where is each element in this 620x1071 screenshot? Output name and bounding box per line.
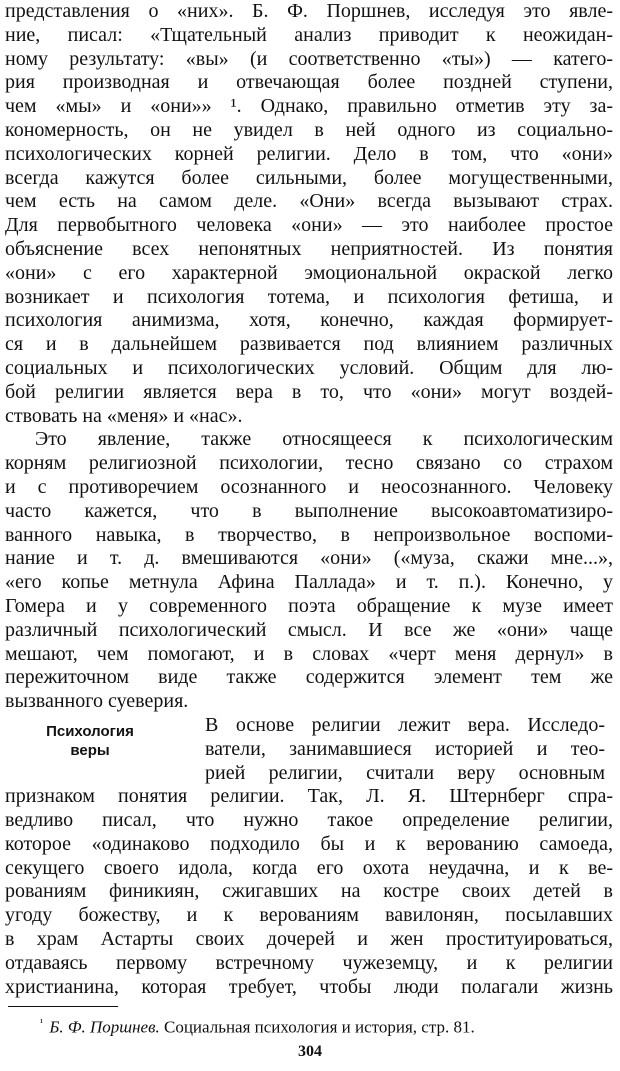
paragraph-1 [5,0,613,428]
text-line: объяснение всех непонятных неприятностей. Из понятия [5,237,613,260]
footnote-mark: ¹ [40,1017,44,1029]
text-line: ведливо писал, что нужно такое определение религии, [5,809,613,832]
text-line: кономерность, он не увидел в ней одного из социально- [5,118,613,141]
text-line: угоду божеству, и к верованиям вавилонян, посылавших [5,904,613,927]
text-line: психологических корней религии. Дело в том, что «они» [5,142,613,165]
footnote-author: Б. Ф. Поршнев. [49,1017,160,1037]
text-line: чем есть на самом деле. «Они» всегда вызывают страх. [5,190,613,213]
text-line: Это явление, также относящееся к психологическим [35,428,613,451]
text-line: бой религии является вера в то, что «они» могут воздей- [5,380,613,403]
text-line: Гомера и у современного поэта обращение к музе имеет [5,594,613,617]
text-line: признаком понятия религии. Так, Л. Я. Штернберг спра- [5,785,613,808]
text-line: ствовать на «меня» и «нас». [5,404,243,427]
text-line: чем «мы» и «они»» ¹. Однако, правильно отметив эту за- [5,95,613,118]
text-line: секущего своего идола, когда его охота неудачна, и к ве- [5,856,613,879]
text-line: представления о «них». Б. Ф. Поршнев, исследуя это явле- [5,0,613,22]
text-line: всегда кажутся более сильными, более могущественными, [5,166,613,189]
text-line: Для первобытного человека «они» — это наиболее простое [5,214,613,237]
text-line: ванного навыка, в творчество, в непроизвольное воспоми- [5,523,613,546]
section-heading-line-2: веры [70,742,110,759]
text-line: часто кажется, что в выполнение высокоавтоматизиро- [5,499,613,522]
text-line: корням религиозной психологии, тесно связано со страхом [5,452,613,475]
text-line: отдаваясь первому встречному чужеземцу, и к религии [5,951,613,974]
text-line: которое «одинаково подходило бы и к верованию самоеда, [5,832,613,855]
section-heading [20,722,160,760]
text-line: рия производная и отвечающая более поздней ступени, [5,71,613,94]
text-line: психология анимизма, хотя, конечно, каждая формирует- [5,309,613,332]
text-line: в храм Астарты своих дочерей и жен проституироваться, [5,928,613,951]
footnote [40,1013,610,1038]
text-line: нание и т. д. вмешиваются «они» («муза, скажи мне...», [5,547,613,570]
text-line: «они» с его характерной эмоциональной окраской легко [5,261,613,284]
text-line: ся и в дальнейшем развивается под влиянием различных [5,333,613,356]
paragraph-2 [5,428,613,714]
text-line: рией религии, считали веру основным [205,761,605,784]
text-line: ние, писал: «Тщательный анализ приводит к неожидан- [5,23,613,46]
text-line: пережиточном виде также содержится элемент тем же [5,666,613,689]
text-line: социальных и психологических условий. Общим для лю- [5,356,613,379]
footnote-divider [8,1006,118,1007]
text-line: мешают, чем помогают, и в словах «черт меня дернул» в [5,642,613,665]
text-line: ному результату: «вы» (и соответственно «ты») — катего- [5,47,613,70]
text-line: христианина, которая требует, чтобы люди полагали жизнь [5,975,613,998]
text-line: и с противоречием осознанного и неосознанного. Человеку [5,475,613,498]
body-text [5,0,613,999]
text-line: «его копье метнула Афина Паллада» и т. п.). Конечно, у [5,571,613,594]
text-line: возникает и психология тотема, и психология фетиша, и [5,285,613,308]
text-line: В основе религии лежит вера. Исследо- [205,713,605,736]
section-heading-line-1: Психология [46,723,134,740]
text-line: рованиям финикиян, сжигавших на костре своих детей в [5,880,613,903]
page-number: 304 [298,1043,322,1060]
text-line: различный психологический смысл. И все же «они» чаще [5,618,613,641]
text-line: ватели, занимавшиеся историей и тео- [205,737,605,760]
text-line: вызванного суеверия. [5,690,189,713]
footnote-text: Социальная психология и история, стр. 81. [163,1017,475,1037]
